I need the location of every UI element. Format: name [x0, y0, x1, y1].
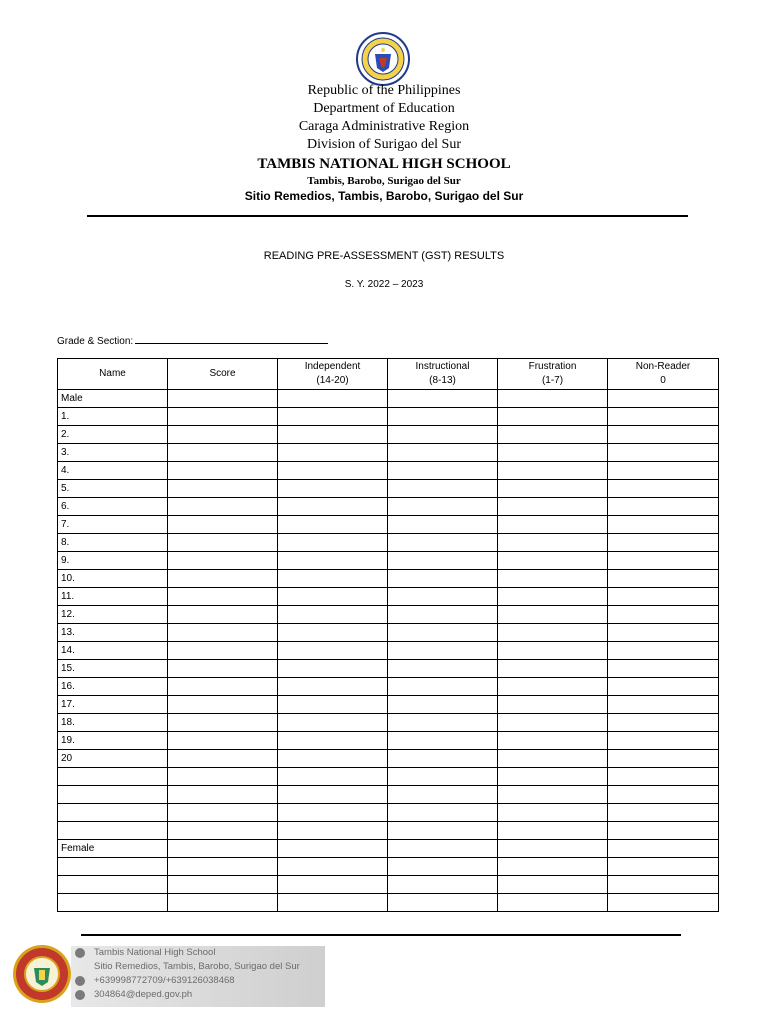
footer-contact-box — [71, 946, 325, 1007]
table-cell — [168, 786, 278, 804]
table-cell — [278, 786, 388, 804]
table-cell — [498, 444, 608, 462]
table-cell — [388, 786, 498, 804]
table-cell — [498, 642, 608, 660]
table-cell — [168, 390, 278, 408]
row-label-cell: Male — [58, 390, 168, 408]
table-cell — [608, 426, 719, 444]
row-label-cell: 11. — [58, 588, 168, 606]
table-cell — [608, 822, 719, 840]
table-cell — [388, 588, 498, 606]
table-cell — [278, 858, 388, 876]
table-cell — [498, 750, 608, 768]
table-cell — [278, 822, 388, 840]
table-cell — [498, 786, 608, 804]
table-cell — [608, 678, 719, 696]
row-label-cell — [58, 876, 168, 894]
table-cell — [498, 606, 608, 624]
table-cell — [498, 768, 608, 786]
table-cell — [498, 588, 608, 606]
row-label-cell: 1. — [58, 408, 168, 426]
table-row — [58, 696, 719, 714]
row-label-cell: 4. — [58, 462, 168, 480]
table-cell — [388, 732, 498, 750]
row-label-cell: 2. — [58, 426, 168, 444]
row-label-cell — [58, 786, 168, 804]
row-label-cell: 19. — [58, 732, 168, 750]
table-cell — [278, 552, 388, 570]
letterhead — [0, 82, 768, 205]
table-cell — [498, 462, 608, 480]
table-cell — [388, 642, 498, 660]
table-cell — [608, 480, 719, 498]
row-label-cell: 17. — [58, 696, 168, 714]
table-cell — [608, 714, 719, 732]
table-row — [58, 552, 719, 570]
row-label-cell: 5. — [58, 480, 168, 498]
table-cell — [278, 408, 388, 426]
table-cell — [498, 696, 608, 714]
table-cell — [608, 858, 719, 876]
table-row — [58, 588, 719, 606]
table-cell — [278, 624, 388, 642]
table-cell — [388, 498, 498, 516]
table-cell — [168, 768, 278, 786]
table-cell — [608, 696, 719, 714]
school-name: TAMBIS NATIONAL HIGH SCHOOL — [257, 156, 511, 172]
table-cell — [168, 750, 278, 768]
table-cell — [168, 426, 278, 444]
row-label-cell: 20 — [58, 750, 168, 768]
table-cell — [608, 624, 719, 642]
table-cell — [168, 678, 278, 696]
table-cell — [168, 408, 278, 426]
table-cell — [498, 858, 608, 876]
table-cell — [388, 462, 498, 480]
table-cell — [388, 552, 498, 570]
table-cell — [608, 894, 719, 912]
table-row — [58, 624, 719, 642]
table-cell — [278, 804, 388, 822]
table-cell — [278, 894, 388, 912]
table-cell — [278, 660, 388, 678]
table-cell — [278, 714, 388, 732]
table-row — [58, 462, 719, 480]
table-cell — [608, 804, 719, 822]
table-cell — [608, 750, 719, 768]
table-cell — [608, 552, 719, 570]
row-label-cell — [58, 768, 168, 786]
column-header-independent: Independent (14-20) — [278, 359, 388, 390]
table-cell — [278, 480, 388, 498]
row-label-cell: 18. — [58, 714, 168, 732]
table-cell — [168, 804, 278, 822]
table-row — [58, 822, 719, 840]
grade-section-field — [57, 333, 328, 347]
table-cell — [168, 606, 278, 624]
table-cell — [388, 696, 498, 714]
row-label-cell: 15. — [58, 660, 168, 678]
table-cell — [278, 516, 388, 534]
row-label-cell: 7. — [58, 516, 168, 534]
table-cell — [278, 570, 388, 588]
table-cell — [278, 498, 388, 516]
table-cell — [388, 876, 498, 894]
table-cell — [168, 570, 278, 588]
row-label-cell — [58, 858, 168, 876]
table-cell — [278, 534, 388, 552]
table-cell — [388, 750, 498, 768]
column-header-non-reader: Non-Reader 0 — [608, 359, 719, 390]
table-cell — [168, 696, 278, 714]
table-cell — [168, 588, 278, 606]
row-label-cell — [58, 822, 168, 840]
table-cell — [168, 840, 278, 858]
table-row — [58, 732, 719, 750]
table-cell — [498, 894, 608, 912]
header-line: Republic of the Philippines — [307, 83, 461, 98]
table-cell — [388, 408, 498, 426]
school-year: S. Y. 2022 – 2023 — [344, 279, 424, 290]
table-cell — [388, 390, 498, 408]
table-cell — [608, 516, 719, 534]
table-cell — [498, 390, 608, 408]
table-cell — [388, 480, 498, 498]
table-cell — [388, 804, 498, 822]
table-cell — [608, 786, 719, 804]
table-row — [58, 804, 719, 822]
table-cell — [498, 732, 608, 750]
table-cell — [388, 624, 498, 642]
table-cell — [278, 876, 388, 894]
row-label-cell: 14. — [58, 642, 168, 660]
table-cell — [608, 876, 719, 894]
table-row — [58, 444, 719, 462]
footer-email-row — [71, 988, 325, 1002]
table-cell — [388, 768, 498, 786]
table-cell — [608, 390, 719, 408]
table-cell — [278, 588, 388, 606]
table-row — [58, 714, 719, 732]
table-row — [58, 768, 719, 786]
table-row — [58, 660, 719, 678]
table-row — [58, 786, 719, 804]
table-cell — [168, 822, 278, 840]
table-cell — [278, 678, 388, 696]
table-cell — [608, 660, 719, 678]
table-row — [58, 678, 719, 696]
row-label-cell: 9. — [58, 552, 168, 570]
table-row — [58, 498, 719, 516]
table-cell — [498, 876, 608, 894]
table-header-row — [58, 359, 719, 390]
row-label-cell: Female — [58, 840, 168, 858]
table-row — [58, 408, 719, 426]
table-cell — [498, 552, 608, 570]
school-address-short: Tambis, Barobo, Surigao del Sur — [307, 175, 461, 187]
table-cell — [168, 516, 278, 534]
table-cell — [168, 732, 278, 750]
table-cell — [388, 570, 498, 588]
table-cell — [278, 426, 388, 444]
footer-email: 304864@deped.gov.ph — [94, 989, 193, 1000]
table-cell — [498, 660, 608, 678]
table-cell — [608, 534, 719, 552]
table-cell — [498, 678, 608, 696]
table-cell — [388, 444, 498, 462]
row-label-cell — [58, 894, 168, 912]
table-cell — [278, 642, 388, 660]
table-cell — [388, 894, 498, 912]
grade-section-label: Grade & Section: — [57, 336, 134, 347]
row-label-cell: 12. — [58, 606, 168, 624]
table-cell — [278, 696, 388, 714]
footer-address: Sitio Remedios, Tambis, Barobo, Surigao del Sur — [94, 961, 300, 972]
table-cell — [498, 714, 608, 732]
table-cell — [608, 498, 719, 516]
table-cell — [388, 516, 498, 534]
table-cell — [498, 570, 608, 588]
table-cell — [168, 624, 278, 642]
footer-divider — [81, 934, 681, 936]
table-cell — [278, 732, 388, 750]
table-cell — [498, 426, 608, 444]
table-cell — [608, 444, 719, 462]
table-cell — [168, 642, 278, 660]
table-row — [58, 606, 719, 624]
table-cell — [278, 768, 388, 786]
table-row — [58, 390, 719, 408]
row-label-cell: 6. — [58, 498, 168, 516]
table-cell — [498, 408, 608, 426]
row-label-cell — [58, 804, 168, 822]
column-header-frustration: Frustration (1-7) — [498, 359, 608, 390]
table-cell — [168, 894, 278, 912]
footer-school-row — [71, 946, 325, 960]
table-cell — [498, 480, 608, 498]
phone-icon — [75, 976, 85, 986]
school-address-full: Sitio Remedios, Tambis, Barobo, Surigao del Sur — [244, 189, 524, 203]
table-row — [58, 480, 719, 498]
row-label-cell: 10. — [58, 570, 168, 588]
table-cell — [498, 624, 608, 642]
email-icon — [75, 990, 85, 1000]
header-line: Caraga Administrative Region — [298, 119, 470, 134]
row-label-cell: 16. — [58, 678, 168, 696]
table-row — [58, 876, 719, 894]
column-header-instructional: Instructional (8-13) — [388, 359, 498, 390]
table-cell — [278, 462, 388, 480]
table-cell — [608, 732, 719, 750]
column-header-score: Score — [168, 359, 278, 390]
location-icon — [75, 948, 85, 958]
table-cell — [168, 498, 278, 516]
table-row — [58, 516, 719, 534]
table-cell — [608, 570, 719, 588]
table-cell — [388, 714, 498, 732]
table-cell — [168, 480, 278, 498]
school-logo — [12, 944, 72, 1004]
table-cell — [388, 606, 498, 624]
table-cell — [168, 858, 278, 876]
table-cell — [278, 390, 388, 408]
table-cell — [608, 642, 719, 660]
header-line: Division of Surigao del Sur — [307, 137, 461, 152]
table-cell — [608, 606, 719, 624]
table-cell — [168, 660, 278, 678]
row-label-cell: 3. — [58, 444, 168, 462]
table-cell — [388, 840, 498, 858]
table-cell — [608, 840, 719, 858]
table-row — [58, 642, 719, 660]
table-row — [58, 894, 719, 912]
table-cell — [278, 444, 388, 462]
footer-school-name: Tambis National High School — [94, 947, 216, 958]
table-cell — [278, 750, 388, 768]
table-row — [58, 570, 719, 588]
table-cell — [498, 840, 608, 858]
table-row — [58, 534, 719, 552]
table-cell — [388, 426, 498, 444]
table-cell — [608, 408, 719, 426]
table-cell — [278, 840, 388, 858]
table-cell — [168, 552, 278, 570]
table-cell — [388, 858, 498, 876]
table-cell — [498, 804, 608, 822]
table-cell — [498, 822, 608, 840]
table-cell — [608, 768, 719, 786]
header-line: Department of Education — [313, 101, 455, 116]
table-cell — [388, 678, 498, 696]
row-label-cell: 8. — [58, 534, 168, 552]
deped-seal-logo — [356, 32, 410, 86]
results-table — [57, 358, 719, 912]
footer-address-row — [71, 960, 325, 974]
table-cell — [498, 498, 608, 516]
table-cell — [168, 714, 278, 732]
grade-section-blank — [135, 333, 328, 344]
footer-phone-row — [71, 974, 325, 988]
table-cell — [498, 534, 608, 552]
table-cell — [608, 588, 719, 606]
footer-phone: +639998772709/+639126038468 — [94, 975, 235, 986]
column-header-name: Name — [58, 359, 168, 390]
document-title: READING PRE-ASSESSMENT (GST) RESULTS — [263, 250, 505, 262]
table-cell — [608, 462, 719, 480]
row-label-cell: 13. — [58, 624, 168, 642]
table-row — [58, 840, 719, 858]
table-row — [58, 426, 719, 444]
table-cell — [498, 516, 608, 534]
table-cell — [278, 606, 388, 624]
header-divider — [87, 215, 688, 217]
table-cell — [388, 660, 498, 678]
table-cell — [168, 534, 278, 552]
table-cell — [168, 876, 278, 894]
table-row — [58, 750, 719, 768]
table-cell — [388, 822, 498, 840]
table-cell — [168, 444, 278, 462]
table-cell — [168, 462, 278, 480]
table-cell — [388, 534, 498, 552]
table-row — [58, 858, 719, 876]
